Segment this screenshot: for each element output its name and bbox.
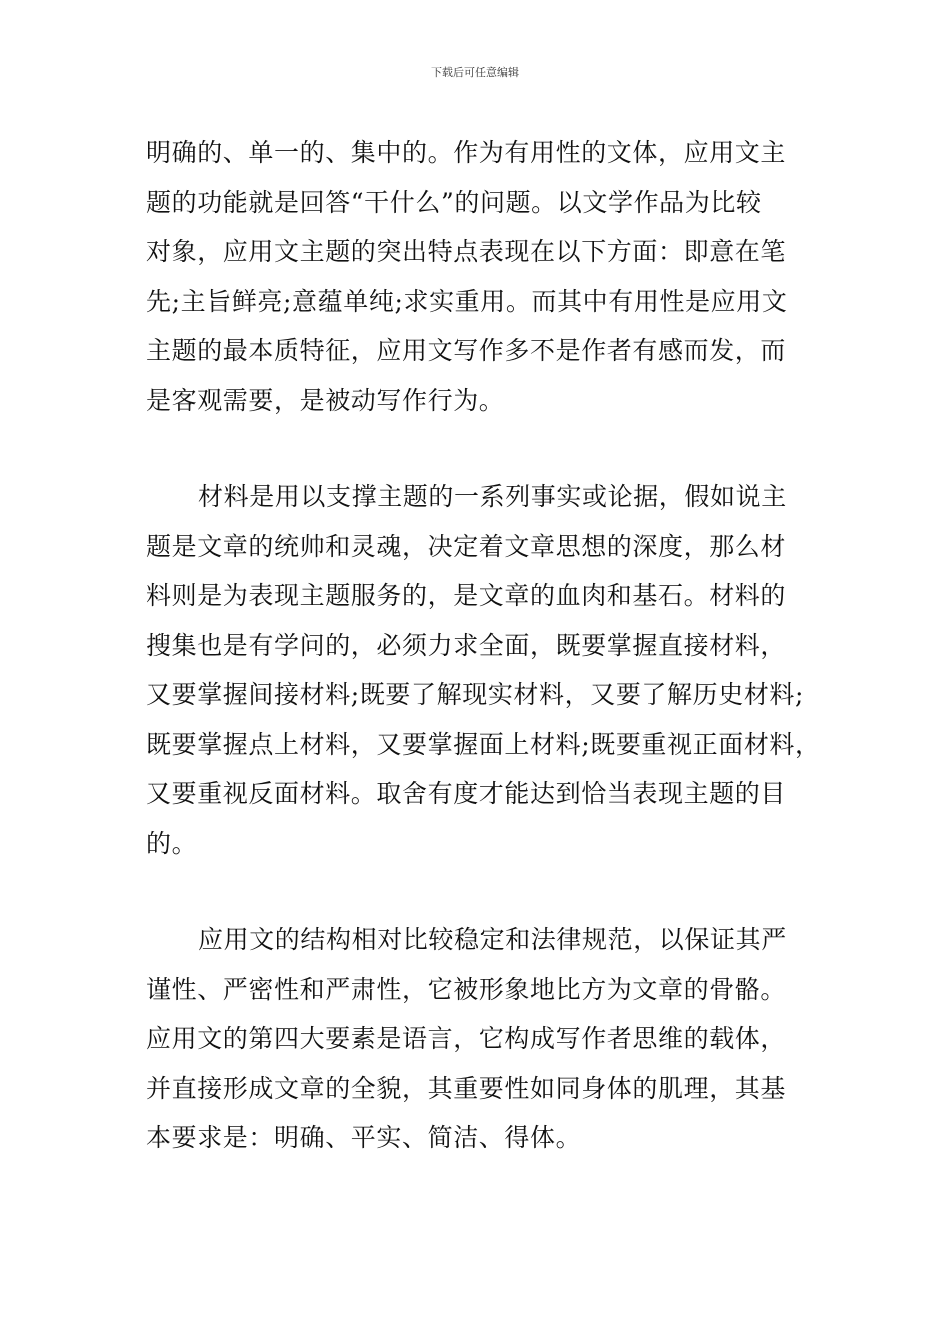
paragraph-spacer xyxy=(146,425,808,472)
text-line: 又要掌握间接材料;既要了解现实材料，又要了解历史材料; xyxy=(146,680,805,709)
text-line: 谨性、严密性和严肃性，它被形象地比方为文章的骨骼。 xyxy=(146,974,787,1004)
paragraph-1 xyxy=(146,128,808,425)
text-line: 又要重视反面材料。取舍有度才能达到恰当表现主题的目 xyxy=(146,779,787,808)
text-line: 本要求是：明确、平实、简洁、得体。 xyxy=(146,1123,582,1152)
text-line: 明确的、单一的、集中的。作为有用性的文体，应用文主 xyxy=(146,138,787,167)
text-line: 主题的最本质特征，应用文写作多不是作者有感而发，而 xyxy=(146,336,787,365)
text-line: 应用文的结构相对比较稳定和法律规范，以保证其严 xyxy=(198,925,787,954)
text-line: 对象，应用文主题的突出特点表现在以下方面：即意在笔 xyxy=(146,237,787,266)
text-line: 先;主旨鲜亮;意蕴单纯;求实重用。而其中有用性是应用文 xyxy=(146,286,788,316)
text-line: 既要掌握点上材料，又要掌握面上材料;既要重视正面材料， xyxy=(146,729,821,759)
page-header: 下载后可任意编辑 xyxy=(431,66,519,79)
paragraph-3 xyxy=(146,915,808,1163)
text-line: 的。 xyxy=(146,828,198,858)
text-line: 料则是为表现主题服务的，是文章的血肉和基石。材料的 xyxy=(146,581,787,610)
text-line: 搜集也是有学问的，必须力求全面，既要掌握直接材料， xyxy=(146,630,787,660)
text-line: 题是文章的统帅和灵魂，决定着文章思想的深度，那么材 xyxy=(146,531,787,561)
text-line: 是客观需要，是被动写作行为。 xyxy=(146,385,505,415)
text-line: 应用文的第四大要素是语言，它构成写作者思维的载体， xyxy=(146,1024,787,1053)
document-body xyxy=(146,128,821,1163)
text-line: 材料是用以支撑主题的一系列事实或论据，假如说主 xyxy=(198,482,787,511)
text-line: 题的功能就是回答“干什么”的问题。以文学作品为比较 xyxy=(146,187,762,217)
text-line: 并直接形成文章的全貌，其重要性如同身体的肌理，其基 xyxy=(146,1073,787,1103)
paragraph-2 xyxy=(146,472,821,868)
paragraph-spacer xyxy=(146,868,808,915)
